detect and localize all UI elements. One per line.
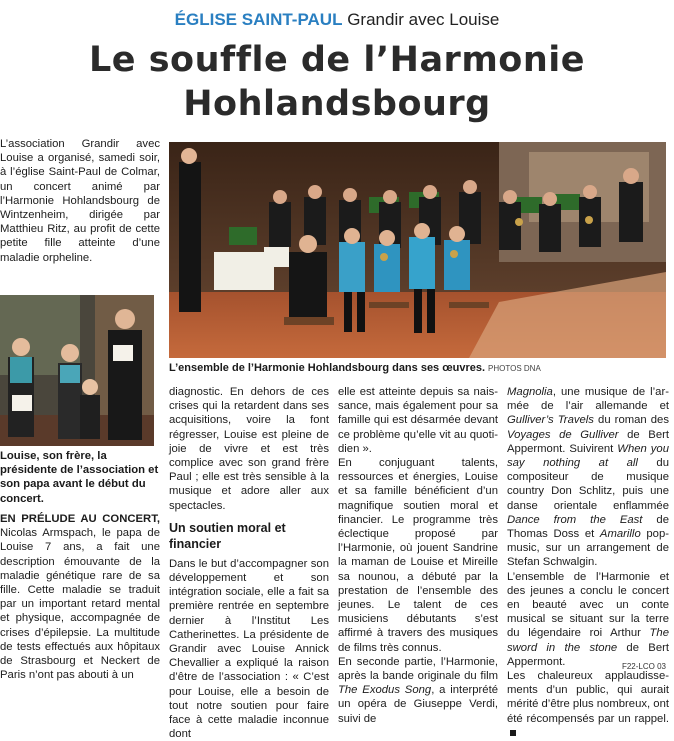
col3-p3-text-b: , a interprété un opéra de Giuseppe Verdi, suivi de [338,684,498,725]
kicker-subject: Grandir avec Louise [347,10,500,29]
title-gullivers-travels: Gulliver’s Travels [507,414,594,427]
family-photo-caption: Louise, son frère, la présidente de l’association et son papa avant le début du concert. [0,450,159,505]
orchestra-caption-text: L’ensemble de l’Harmonie Hohlandsbourg dans ses œuvres. [169,362,486,374]
column-3-paragraph-1: elle est atteinte depuis sa naissance, mais également pour sa famille qui est désarmée devant ce problème qu’elle vit au quotidien ». [338,386,498,455]
col4-text-b: , une musique de l’armée de l’air allemande et [507,386,669,413]
col4-p2-text-a: L’ensemble de l’Harmonie et des jeunes a conclu le concert en beauté avec un conte musical se situant sur la terre du légendaire roi Arthur [507,570,669,640]
headline-line-1: Le souffle de l’Harmonie [88,40,585,80]
title-amarillo: Amarillo [599,528,641,541]
column-4-paragraph-2 [507,570,669,669]
col4-text-h: du compositeur de musique country Don Schlitz, puis une danse orientale enflammée [507,457,669,512]
photo-credit: PHOTOS DNA [488,364,541,373]
col4-text-f: de Bert Appermont. Suivirent [507,428,669,455]
orchestra-photo-caption [169,362,666,374]
family-photo [0,295,154,446]
title-magnolia: Magnolia [507,386,553,398]
title-sword-in-the-stone: The sword in the stone [507,627,669,654]
column-1-text: Nicolas Armspach, le papa de Louise 7 ans, a fait une description émouvante de la maladie génétique rare de sa fille. Cette maladie se traduit par un important retard mental et physique, accompagnée de crises d’épilepsie. La multitude de tests effectués aux hôpitaux de Strasbourg et Neckert de Paris n’ont pas abouti à un [0,527,160,682]
kicker-place: ÉGLISE SAINT-PAUL [174,10,343,29]
col4-p3-text: Les chaleureux applaudissements d’un public, qui aurait mérité d’être plus nombreux, ont été récompensés par un rappel. [507,670,670,725]
section-subheading: Un soutien moral et financier [169,520,286,551]
column-2-paragraph-1: diagnostic. En dehors de ces crises qui la retardent dans ses acquisitions, voire la font régresser, Louise est pleine de joie de vivre et est très complice avec son grand frère Paul ; elle est très sensible à la musique et adore aller aux spectacles. [169,386,329,512]
column-1-paragraph [0,512,160,682]
kicker [0,10,674,30]
title-when-you-say-nothing: When you say nothing at all [507,442,669,470]
column-4-paragraph-1 [507,385,669,570]
col3-p3-text-a: En seconde partie, l’Harmonie, après la bande originale du film [338,655,498,683]
body-column-1 [0,512,160,682]
orchestra-illustration [169,142,666,358]
title-dance-from-the-east: Dance from the East [507,513,643,526]
body-column-2 [169,385,329,741]
column-3-paragraph-2: En conjuguant talents, ressources et énergies, Louise et sa famille bénéficient d’un magnifique soutien moral et financier. Le programme très éclectique proposé par l’Harmonie, où jouent Sandrine la maman de Louise et Mireille sa nounou, a débuté par la prestation de l’ensemble des jeunes. Le talent de ces musiciens débutants s’est affirmé à travers des musiques de films très connus. [338,457,498,654]
col3-p3-title: The Exodus Song [338,684,432,697]
body-column-4 [507,385,669,740]
end-of-article-mark [510,730,516,736]
col4-text-d: du roman des [593,414,669,427]
column-2-paragraph-2: Dans le but d’accompagner son développement et son intégration sociale, elle a fait sa première rentrée en septembre dernier à l’Institut Les Catherinettes. La présidente de Grandir avec Louise Annick Chevallier a expliqué la raison d’être de l’association : « C’est pour Louise, elle a besoin de tout notre soutien pour faire face à cette maladie inconnue dont [169,557,329,741]
headline [0,38,674,126]
column-3-paragraph-3 [338,655,498,726]
orchestra-photo [169,142,666,358]
page-folio: F22-LCO 03 [621,662,666,671]
title-voyages-de-gulliver: Voyages de Gulliver [507,428,619,441]
headline-line-2: Hohlandsbourg [183,84,491,124]
lead-paragraph: L’association Grandir avec Louise a organisé, samedi soir, à l’église Saint-Paul de Colmar, un concert animé par l’Harmonie Hohlandsbourg de Wintzenheim, dirigée par Matthieu Ritz, au profit de cette petite fille atteinte d’une maladie orpheline. [0,138,160,264]
column-4-paragraph-3 [507,669,669,740]
family-illustration [0,295,154,446]
col4-text-l: pop-music, sur un arrangement de Stefan Schwalgin. [507,528,669,569]
col4-p2-text-b: de Bert Appermont. [507,641,670,668]
body-column-3 [338,385,498,726]
run-in-heading: EN PRÉLUDE AU CONCERT, [0,513,160,525]
col4-text-j: de Thomas Doss et [507,513,669,541]
